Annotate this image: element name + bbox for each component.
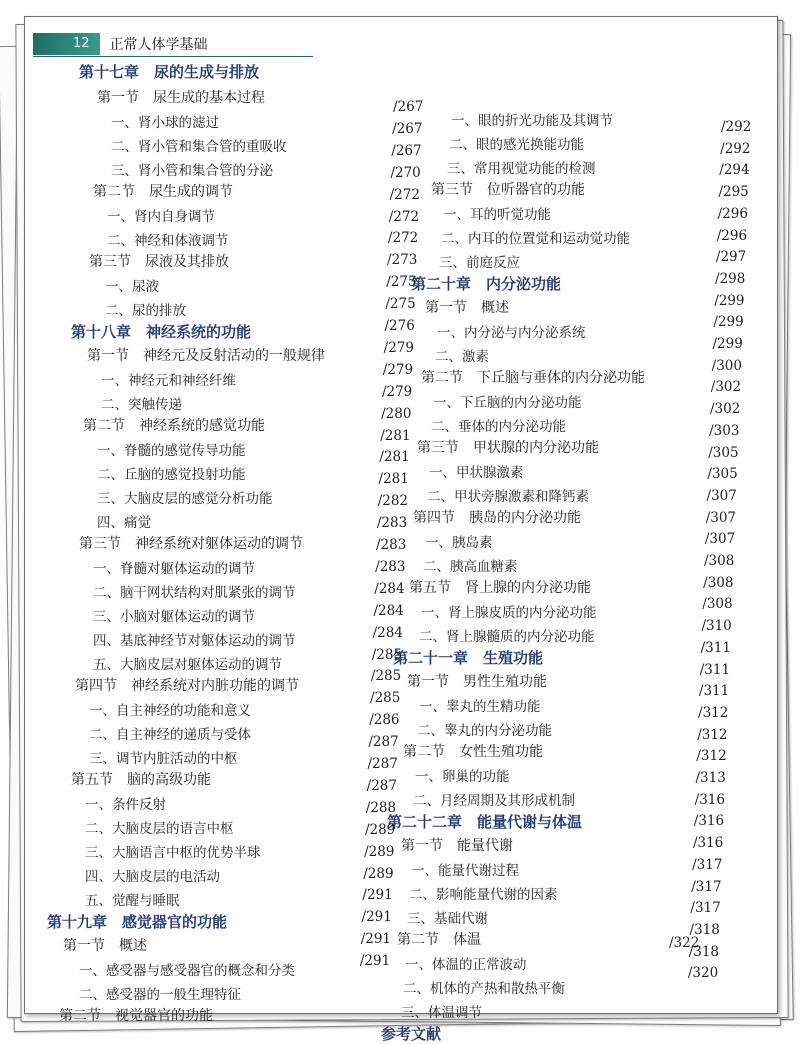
toc-page-ref-left-37: /291 — [362, 887, 393, 904]
toc-section-right-24: 第一节 男性生殖功能 — [407, 674, 547, 690]
toc-page-ref-right-38: /318 — [688, 943, 720, 960]
toc-page-ref-left-6: /272 — [388, 208, 420, 225]
toc-page-ref-right-8: /299 — [714, 292, 745, 309]
toc-section-right-20: 第五节 肾上腺的内分泌功能 — [409, 580, 591, 596]
toc-page-ref-right-28: /312 — [697, 726, 728, 743]
toc-item-right-15: 一、甲状腺激素 — [429, 465, 524, 481]
toc-section-left-26: 第四节 神经系统对内脏功能的调节 — [75, 678, 299, 694]
toc-section-left-30: 第五节 脑的高级功能 — [71, 772, 211, 788]
toc-item-right-29: 二、月经周期及其形成机制 — [413, 793, 575, 809]
toc-page-ref-right-22: /308 — [702, 596, 733, 613]
toc-section-right-27: 第二节 女性生殖功能 — [403, 744, 543, 760]
toc-section-left-5: 第二节 尿生成的调节 — [93, 184, 233, 200]
toc-page-ref-left-30: /287 — [368, 734, 399, 751]
toc-page-ref-right-29: /312 — [696, 748, 727, 765]
page-number: 12 — [33, 33, 100, 55]
toc-page-ref-right-25: /311 — [699, 661, 731, 678]
toc-item-left-35: 五、觉醒与睡眠 — [85, 893, 180, 909]
toc-item-left-3: 二、肾小管和集合管的重吸收 — [111, 139, 287, 155]
toc-chapter-right-30: 第二十二章 能量代谢与体温 — [387, 813, 583, 831]
toc-item-right-36: 一、体温的正常波动 — [405, 957, 527, 973]
toc-page-ref-left-26: /285 — [371, 646, 403, 663]
toc-item-right-18: 一、胰岛素 — [425, 535, 493, 551]
toc-section-left-40: 第二节 视觉器官的功能 — [59, 1008, 213, 1024]
toc-item-left-31: 一、条件反射 — [85, 797, 166, 813]
toc-item-left-10: 二、尿的排放 — [105, 303, 186, 319]
toc-page-ref-left-9: /275 — [386, 274, 417, 291]
toc-item-left-29: 三、调节内脏活动的中枢 — [89, 751, 238, 767]
toc-section-left-37: 第一节 概述 — [63, 938, 147, 954]
toc-item-right-0: 一、眼的折光功能及其调节 — [451, 113, 613, 129]
toc-page-ref-right-33: /316 — [692, 835, 724, 852]
toc-page-ref-right-0: /292 — [721, 119, 752, 135]
page-header — [33, 33, 333, 55]
toc-item-right-32: 一、能量代谢过程 — [411, 863, 519, 879]
toc-section-left-12: 第一节 神经元及反射活动的一般规律 — [87, 348, 325, 364]
toc-item-left-34: 四、大脑皮层的电活动 — [85, 869, 220, 885]
toc-chapter-left-36: 第十九章 感觉器官的功能 — [47, 913, 228, 931]
toc-page-ref-left-10: /275 — [385, 296, 416, 313]
toc-page-ref-right-2: /294 — [719, 162, 750, 179]
toc-page-ref-left-12: /279 — [383, 339, 414, 356]
toc-page-ref-left-22: /283 — [375, 558, 406, 575]
toc-section-left-20: 第三节 神经系统对躯体运动的调节 — [79, 536, 303, 552]
toc-item-right-16: 二、甲状旁腺激素和降钙素 — [427, 489, 589, 505]
toc-item-left-13: 一、神经元和神经纤维 — [101, 373, 236, 389]
toc-page-ref-left-31: /287 — [367, 756, 398, 772]
toc-page-ref-left-32: /287 — [366, 777, 397, 794]
toc-page-ref-left-11: /276 — [384, 318, 415, 334]
toc-page-ref-left-15: /280 — [381, 405, 412, 422]
toc-page-ref-right-31: /316 — [694, 791, 725, 808]
toc-page-ref-left-38: /291 — [361, 909, 392, 926]
toc-page-ref-right-32: /316 — [693, 813, 725, 830]
toc-page-ref-right-9: /299 — [713, 314, 744, 331]
toc-page-ref-left-18: /281 — [378, 471, 409, 488]
toc-section-right-8: 第一节 概述 — [425, 300, 509, 316]
toc-page-ref-right-23: /310 — [701, 618, 732, 635]
toc-page-ref-right-5: /296 — [716, 227, 748, 244]
toc-page-ref-left-29: /286 — [369, 712, 400, 729]
toc-page-ref-left-14: /279 — [381, 383, 413, 400]
toc-page-ref-right-34: /317 — [692, 856, 723, 873]
toc-item-right-2: 三、常用视觉功能的检测 — [447, 161, 596, 177]
toc-item-left-28: 二、自主神经的递质与受体 — [89, 727, 251, 743]
toc-item-left-14: 二、突触传递 — [101, 397, 182, 413]
toc-page-ref-left-33: /288 — [365, 799, 397, 816]
toc-item-right-4: 一、耳的听觉功能 — [443, 207, 551, 223]
toc-section-right-17: 第四节 胰岛的内分泌功能 — [413, 510, 581, 526]
toc-page-ref-left-5: /272 — [389, 186, 420, 203]
toc-item-left-7: 二、神经和体液调节 — [107, 233, 229, 249]
toc-item-left-9: 一、尿液 — [105, 279, 159, 295]
toc-item-right-33: 二、影响能量代谢的因素 — [409, 887, 558, 903]
toc-chapter-right-23: 第二十一章 生殖功能 — [393, 649, 544, 667]
header-divider — [33, 56, 313, 57]
toc-item-left-21: 一、脊髓对躯体运动的调节 — [93, 561, 255, 577]
book-title: 正常人体学基础 — [109, 37, 208, 53]
toc-item-left-4: 三、肾小管和集合管的分泌 — [111, 163, 273, 179]
toc-page-ref-right-7: /298 — [715, 270, 746, 287]
toc-item-right-28: 一、卵巢的功能 — [415, 769, 510, 785]
toc-page-ref-right-4: /296 — [717, 205, 748, 222]
toc-item-left-22: 二、脑干网状结构对肌紧张的调节 — [93, 585, 296, 601]
toc-page-ref-left-19: /282 — [377, 493, 409, 510]
toc-item-right-34: 三、基础代谢 — [407, 911, 488, 927]
toc-page-ref-right-11: /300 — [711, 357, 742, 374]
toc-page-ref-right-35: /317 — [691, 878, 722, 895]
toc-page-ref-left-34: /289 — [364, 821, 396, 838]
toc-item-right-26: 二、睾丸的内分泌功能 — [417, 723, 552, 739]
toc-item-left-39: 二、感受器的一般生理特征 — [79, 987, 241, 1003]
toc-page-ref-left-25: /284 — [372, 624, 403, 641]
toc-page-ref-right-39: /320 — [687, 965, 719, 982]
toc-page-ref-right-19: /307 — [704, 531, 736, 548]
toc-page-ref-right-6: /297 — [715, 249, 747, 266]
toc-page-ref-left-23: /284 — [374, 580, 405, 597]
toc-page-ref-left-36: /289 — [363, 865, 394, 882]
toc-item-left-38: 一、感受器与感受器官的概念和分类 — [79, 963, 295, 979]
toc-item-left-2: 一、肾小球的滤过 — [111, 115, 219, 131]
toc-item-left-32: 二、大脑皮层的语言中枢 — [85, 821, 234, 837]
toc-page-ref-right-27: /312 — [698, 704, 729, 721]
toc-page-ref-left-8: /273 — [387, 252, 418, 269]
toc-item-right-21: 一、肾上腺皮质的内分泌功能 — [421, 605, 597, 621]
toc-page-ref-left-21: /283 — [376, 537, 407, 553]
toc-page-ref-right-13: /302 — [709, 401, 741, 418]
toc-item-left-16: 一、脊髓的感觉传导功能 — [97, 443, 246, 459]
toc-page-ref-right-20: /308 — [704, 553, 735, 569]
toc-page-ref-right-26: /311 — [698, 683, 730, 700]
toc-page-ref-right-30: /313 — [695, 770, 726, 786]
toc-page-ref-right-24: /311 — [700, 639, 731, 656]
toc-item-right-1: 二、眼的感光换能功能 — [449, 137, 584, 153]
toc-page — [24, 16, 778, 1043]
toc-item-right-6: 三、前庭反应 — [439, 255, 520, 271]
toc-item-right-37: 二、机体的产热和散热平衡 — [403, 981, 565, 997]
toc-page-ref-right-12: /302 — [710, 379, 742, 396]
toc-page-ref-left-20: /283 — [376, 515, 408, 532]
toc-tail-page-ref-0: /322 — [669, 935, 700, 951]
toc-item-left-18: 三、大脑皮层的感觉分析功能 — [97, 491, 273, 507]
toc-page-ref-right-16: /305 — [707, 466, 738, 483]
toc-page-ref-left-7: /272 — [387, 230, 419, 247]
toc-page-ref-left-27: /285 — [370, 668, 402, 685]
toc-page-ref-left-4: /270 — [390, 164, 421, 181]
toc-item-right-9: 一、内分泌与内分泌系统 — [437, 325, 586, 341]
toc-page-ref-left-1: /267 — [393, 99, 424, 115]
toc-page-ref-left-2: /267 — [392, 120, 423, 137]
toc-page-ref-left-13: /279 — [382, 361, 414, 378]
toc-section-right-31: 第一节 能量代谢 — [401, 838, 513, 854]
toc-item-right-13: 二、垂体的内分泌功能 — [431, 419, 566, 435]
toc-item-left-24: 四、基底神经节对躯体运动的调节 — [93, 633, 296, 649]
toc-item-right-10: 二、激素 — [435, 349, 489, 365]
toc-page-ref-right-14: /303 — [709, 422, 740, 439]
toc-page-ref-left-24: /284 — [373, 602, 404, 619]
toc-section-left-15: 第二节 神经系统的感觉功能 — [83, 418, 265, 434]
toc-page-ref-right-3: /295 — [718, 184, 749, 201]
toc-page-ref-right-37: /318 — [689, 921, 720, 938]
toc-chapter-left-11: 第十八章 神经系统的功能 — [71, 323, 252, 341]
toc-page-ref-left-28: /285 — [370, 690, 401, 707]
toc-item-right-25: 一、睾丸的生精功能 — [419, 699, 541, 715]
toc-page-ref-right-15: /305 — [708, 444, 739, 461]
toc-item-left-6: 一、肾内自身调节 — [107, 209, 215, 225]
toc-section-right-35: 第二节 体温 — [397, 932, 481, 948]
toc-page-ref-right-10: /299 — [712, 336, 743, 352]
toc-item-left-17: 二、丘脑的感觉投射功能 — [97, 467, 246, 483]
toc-page-ref-left-39: /291 — [360, 931, 392, 948]
toc-item-left-33: 三、大脑语言中枢的优势半球 — [85, 845, 261, 861]
toc-item-right-5: 二、内耳的位置觉和运动觉功能 — [441, 231, 630, 247]
toc-item-right-19: 二、胰高血糖素 — [423, 559, 518, 575]
toc-chapter-left-0: 第十七章 尿的生成与排放 — [79, 63, 260, 81]
toc-page-ref-left-40: /291 — [359, 953, 391, 970]
toc-section-right-11: 第二节 下丘脑与垂体的内分泌功能 — [421, 370, 645, 386]
toc-item-right-38: 三、体温调节 — [401, 1005, 482, 1021]
toc-section-left-1: 第一节 尿生成的基本过程 — [97, 90, 265, 106]
toc-page-ref-right-1: /292 — [720, 140, 751, 157]
toc-section-left-8: 第三节 尿液及其排放 — [89, 254, 229, 270]
toc-item-right-22: 二、肾上腺髓质的内分泌功能 — [419, 629, 595, 645]
toc-page-ref-left-17: /281 — [379, 449, 410, 466]
toc-section-right-14: 第三节 甲状腺的内分泌功能 — [417, 440, 599, 456]
toc-section-right-3: 第三节 位听器官的功能 — [431, 182, 585, 198]
toc-chapter-right-39: 参考文献 — [381, 1025, 442, 1043]
toc-item-left-25: 五、大脑皮层对躯体运动的调节 — [93, 657, 282, 673]
toc-page-ref-right-17: /307 — [706, 487, 737, 504]
toc-item-left-23: 三、小脑对躯体运动的调节 — [93, 609, 255, 625]
toc-item-left-19: 四、痛觉 — [97, 515, 151, 531]
toc-item-left-27: 一、自主神经的功能和意义 — [89, 703, 251, 719]
toc-page-ref-left-3: /267 — [391, 142, 422, 159]
toc-page-ref-right-21: /308 — [703, 574, 734, 591]
toc-item-right-12: 一、下丘脑的内分泌功能 — [433, 395, 582, 411]
toc-page-ref-right-36: /317 — [690, 900, 721, 917]
toc-page-ref-left-35: /289 — [364, 843, 395, 860]
toc-page-ref-right-18: /307 — [705, 509, 737, 526]
toc-chapter-right-7: 第二十章 内分泌功能 — [411, 275, 562, 293]
toc-page-ref-left-16: /281 — [380, 427, 411, 444]
